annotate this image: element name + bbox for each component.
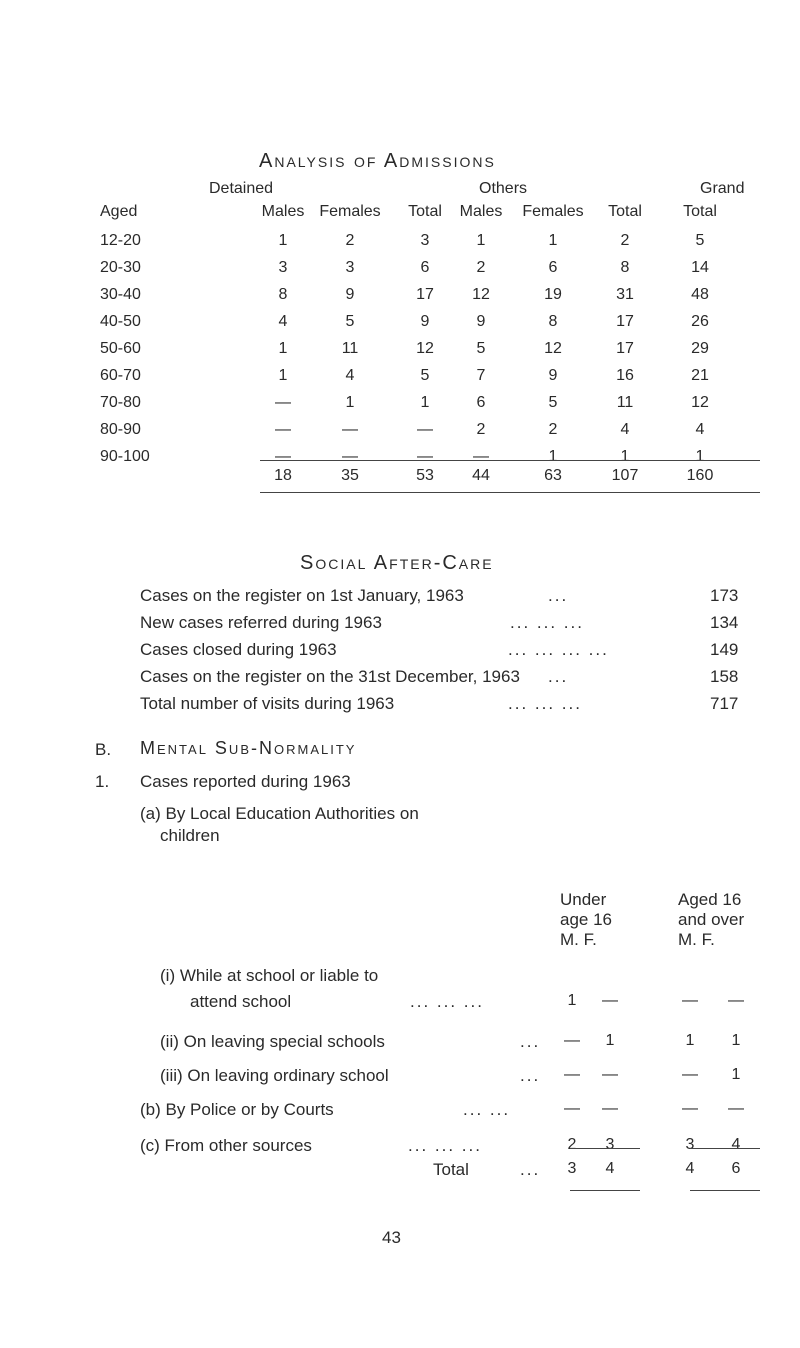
table-cell: 8: [548, 313, 558, 330]
table-cell: 4: [620, 421, 630, 438]
table-cell: —: [342, 448, 358, 465]
table-cell: 1: [278, 340, 288, 357]
after-care-label: Cases on the register on 1st January, 1963: [140, 586, 464, 605]
age-range-label: 12-20: [100, 232, 141, 249]
table-cell: 8: [620, 259, 630, 276]
table-cell: 2: [476, 259, 486, 276]
table-cell: 3: [420, 232, 430, 249]
after-care-value: 134: [710, 613, 739, 632]
table-cell: 9: [548, 367, 558, 384]
aged-f-cell: —: [728, 992, 744, 1009]
table-cell: —: [275, 394, 291, 411]
after-care-value: 149: [710, 640, 739, 659]
under-16-header: age 16: [560, 910, 612, 929]
total-cell: 18: [274, 467, 292, 484]
table-cell: 26: [691, 313, 709, 330]
page-number: 43: [382, 1228, 401, 1247]
sub-total-under-m: 3: [567, 1160, 577, 1177]
item-number: 1.: [95, 772, 110, 791]
aged-f-cell: —: [728, 1100, 744, 1117]
table-cell: 4: [278, 313, 288, 330]
aged-m-cell: 3: [685, 1136, 695, 1153]
table-cell: —: [275, 421, 291, 438]
table-cell: 3: [278, 259, 288, 276]
table-cell: 12: [416, 340, 434, 357]
table-cell: 3: [345, 259, 355, 276]
table-cell: —: [275, 448, 291, 465]
aged-m-cell: —: [682, 1100, 698, 1117]
table-cell: 5: [548, 394, 558, 411]
table-cell: 17: [416, 286, 434, 303]
column-header: Total: [608, 203, 642, 220]
after-care-label: New cases referred during 1963: [140, 613, 382, 632]
leader-dots: ...: [520, 1032, 541, 1051]
others-group-header: Others: [479, 180, 528, 197]
table-cell: 2: [345, 232, 355, 249]
aged-m-cell: —: [682, 1066, 698, 1083]
sub-row-label-cont: attend school: [190, 992, 292, 1011]
leader-dots: ... ... ...: [510, 613, 584, 632]
sub-aged-bottom-rule: [690, 1190, 760, 1191]
after-care-label: Cases closed during 1963: [140, 640, 337, 659]
aged-m-cell: —: [682, 992, 698, 1009]
table-cell: 4: [345, 367, 355, 384]
table-cell: 1: [620, 448, 630, 465]
sub-aged-top-rule: [690, 1148, 760, 1149]
table-cell: 6: [420, 259, 430, 276]
sub-under-top-rule: [570, 1148, 640, 1149]
leader-dots: ...: [548, 667, 569, 686]
sub-total-label: Total: [433, 1160, 469, 1179]
age-range-label: 60-70: [100, 367, 141, 384]
under-f-cell: —: [602, 1066, 618, 1083]
age-range-label: 40-50: [100, 313, 141, 330]
table-cell: 2: [620, 232, 630, 249]
table-cell: 17: [616, 313, 634, 330]
sub-row-label: (ii) On leaving special schools: [160, 1032, 385, 1051]
sub-total-aged-f: 6: [731, 1160, 741, 1177]
column-header: Females: [522, 203, 584, 220]
column-header: Total: [683, 203, 717, 220]
age-range-label: 30-40: [100, 286, 141, 303]
table-cell: 11: [616, 394, 634, 411]
sub-total-under-f: 4: [605, 1160, 615, 1177]
table-cell: 2: [476, 421, 486, 438]
age-range-label: 90-100: [100, 448, 150, 465]
table-cell: 31: [616, 286, 634, 303]
table-cell: 1: [345, 394, 355, 411]
table-cell: 6: [476, 394, 486, 411]
total-cell: 160: [686, 467, 714, 484]
table-cell: 21: [691, 367, 709, 384]
table-cell: 12: [544, 340, 562, 357]
leader-dots: ... ... ...: [508, 694, 582, 713]
column-header: Females: [319, 203, 381, 220]
table-cell: 9: [345, 286, 355, 303]
leader-dots: ... ... ...: [408, 1136, 482, 1155]
table-cell: —: [417, 448, 433, 465]
sub-row-label: (c) From other sources: [140, 1136, 312, 1155]
aged-16-header: M. F.: [678, 930, 715, 949]
header-aged: Aged: [100, 203, 138, 220]
column-header: Males: [261, 203, 305, 220]
item-title: Cases reported during 1963: [140, 772, 351, 791]
table-cell: 14: [691, 259, 709, 276]
table-cell: 9: [420, 313, 430, 330]
sub-a-line2: children: [160, 826, 220, 845]
table-cell: 1: [420, 394, 430, 411]
table-cell: 2: [548, 421, 558, 438]
aged-f-cell: 1: [731, 1032, 741, 1049]
table-cell: 1: [476, 232, 486, 249]
detained-group-header: Detained: [209, 180, 274, 197]
leader-dots: ... ...: [463, 1100, 511, 1119]
under-f-cell: —: [602, 1100, 618, 1117]
column-header: Males: [459, 203, 503, 220]
leader-dots: ...: [548, 586, 569, 605]
under-m-cell: —: [564, 1066, 580, 1083]
table-cell: 1: [548, 448, 558, 465]
table-cell: 9: [476, 313, 486, 330]
section-letter: B.: [95, 740, 112, 759]
total-cell: 63: [544, 467, 562, 484]
under-m-cell: —: [564, 1032, 580, 1049]
table-cell: 1: [548, 232, 558, 249]
sub-row-label: (iii) On leaving ordinary school: [160, 1066, 389, 1085]
table-cell: 17: [616, 340, 634, 357]
under-m-cell: 2: [567, 1136, 577, 1153]
table-cell: 5: [345, 313, 355, 330]
admissions-bottom-rule: [260, 492, 760, 493]
admissions-top-rule: [260, 460, 760, 461]
under-m-cell: —: [564, 1100, 580, 1117]
sub-row-label: (b) By Police or by Courts: [140, 1100, 334, 1119]
under-16-header: Under: [560, 890, 607, 909]
aged-16-header: and over: [678, 910, 745, 929]
table-cell: 8: [278, 286, 288, 303]
age-range-label: 80-90: [100, 421, 141, 438]
leader-dots: ...: [520, 1066, 541, 1085]
after-care-title: Social After-Care: [300, 552, 494, 574]
table-cell: 19: [544, 286, 562, 303]
aged-f-cell: 4: [731, 1136, 741, 1153]
table-cell: 12: [472, 286, 490, 303]
under-f-cell: —: [602, 992, 618, 1009]
table-cell: 12: [691, 394, 709, 411]
after-care-label: Total number of visits during 1963: [140, 694, 395, 713]
total-cell: 44: [472, 467, 490, 484]
sub-row-label: (i) While at school or liable to: [160, 966, 379, 985]
sub-under-bottom-rule: [570, 1190, 640, 1191]
total-cell: 107: [611, 467, 639, 484]
age-range-label: 20-30: [100, 259, 141, 276]
under-16-header: M. F.: [560, 930, 597, 949]
after-care-value: 158: [710, 667, 739, 686]
grand-header: Grand: [700, 180, 745, 197]
table-cell: —: [342, 421, 358, 438]
table-cell: 1: [695, 448, 705, 465]
under-m-cell: 1: [567, 992, 577, 1009]
table-cell: 5: [476, 340, 486, 357]
table-cell: 6: [548, 259, 558, 276]
table-cell: —: [473, 448, 489, 465]
table-cell: 4: [695, 421, 705, 438]
table-cell: 48: [691, 286, 709, 303]
under-f-cell: 3: [605, 1136, 615, 1153]
aged-16-header: Aged 16: [678, 890, 742, 909]
after-care-value: 173: [710, 586, 739, 605]
table-cell: 1: [278, 232, 288, 249]
table-cell: 5: [420, 367, 430, 384]
leader-dots: ... ... ... ...: [508, 640, 609, 659]
table-cell: —: [417, 421, 433, 438]
sub-total-aged-m: 4: [685, 1160, 695, 1177]
total-cell: 53: [416, 467, 434, 484]
after-care-label: Cases on the register on the 31st December, 1963: [140, 667, 520, 686]
table-cell: 29: [691, 340, 709, 357]
leader-dots: ... ... ...: [410, 992, 484, 1011]
aged-f-cell: 1: [731, 1066, 741, 1083]
under-f-cell: 1: [605, 1032, 615, 1049]
column-header: Total: [408, 203, 442, 220]
after-care-value: 717: [710, 694, 739, 713]
sub-a-line1: (a) By Local Education Authorities on: [140, 804, 419, 823]
table-cell: 16: [616, 367, 634, 384]
table-cell: 7: [476, 367, 486, 384]
total-cell: 35: [341, 467, 359, 484]
age-range-label: 70-80: [100, 394, 141, 411]
sub-total-dots: ...: [520, 1160, 541, 1179]
age-range-label: 50-60: [100, 340, 141, 357]
table-cell: 5: [695, 232, 705, 249]
sub-normality-title: Mental Sub-Normality: [140, 738, 357, 758]
table-cell: 11: [341, 340, 359, 357]
table-cell: 1: [278, 367, 288, 384]
aged-m-cell: 1: [685, 1032, 695, 1049]
admissions-title: Analysis of Admissions: [259, 150, 496, 172]
